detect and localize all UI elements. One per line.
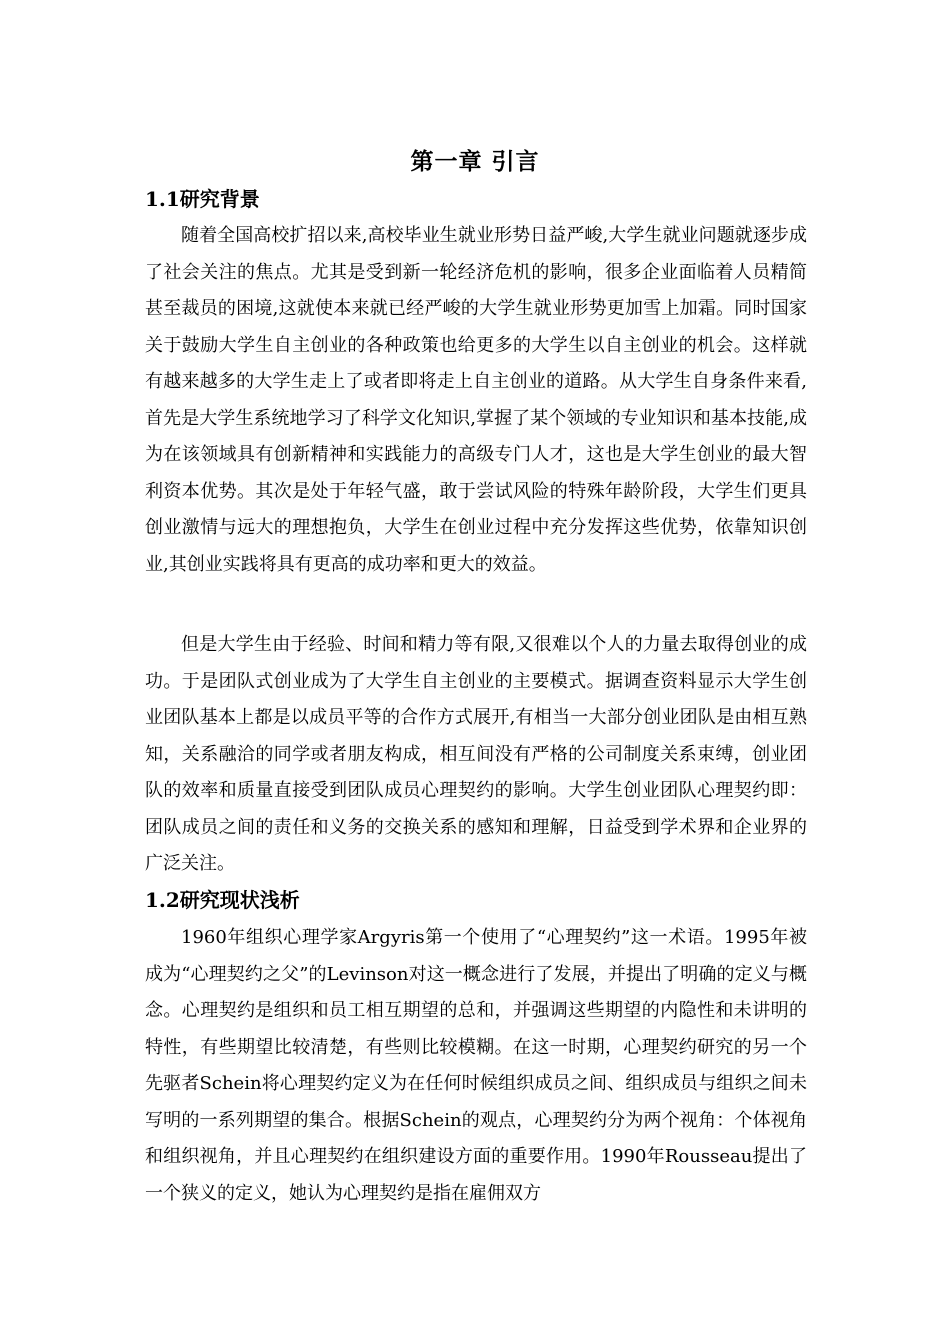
paragraph-background-1: 随着全国高校扩招以来,高校毕业生就业形势日益严峻,大学生就业问题就逐步成了社会关注的焦点。尤其是受到新一轮经济危机的影响，很多企业面临着人员精简甚至裁员的困境,这就使本来就已经严峻的大学生就业形势更加雪上加霜。同时国家关于鼓励大学生自主创业的各种政策也给更多的大学生以自主创业的机会。这样就有越来越多的大学生走上了或者即将走上自主创业的道路。从大学生自身条件来看,首先是大学生系统地学习了科学文化知识,掌握了某个领域的专业知识和基本技能,成为在该领域具有创新精神和实践能力的高级专门人才，这也是大学生创业的最大智利资本优势。其次是处于年轻气盛，敢于尝试风险的特殊年龄阶段，大学生们更具创业激情与远大的理想抱负，大学生在创业过程中充分发挥这些优势，依靠知识创业,其创业实践将具有更高的成功率和更大的效益。: [145, 225, 807, 575]
paragraph-research-status-1: 1960年组织心理学家Argyris第一个使用了“心理契约”这一术语。1995年被成为“心理契约之父”的Levinson对这一概念进行了发展，并提出了明确的定义与概念。心理契约是组织和员工相互期望的总和，并强调这些期望的内隐性和未讲明的特性，有些期望比较清楚，有些则比较模糊。在这一时期，心理契约研究的另一个先驱者Schein将心理契约定义为在任何时候组织成员之间、组织成员与组织之间未写明的一系列期望的集合。根据Schein的观点，心理契约分为两个视角：个体视角和组织视角，并且心理契约在组织建设方面的重要作用。1990年Rousseau提出了一个狭义的定义，她认为心理契约是指在雇佣双方: [145, 927, 807, 1204]
paragraph-background-2: 但是大学生由于经验、时间和精力等有限,又很难以个人的力量去取得创业的成功。于是团队式创业成为了大学生自主创业的主要模式。据调查资料显示大学生创业团队基本上都是以成员平等的合作方式展开,有相当一大部分创业团队是由相互熟知，关系融洽的同学或者朋友构成，相互间没有严格的公司制度关系束缚，创业团队的效率和质量直接受到团队成员心理契约的影响。大学生创业团队心理契约即：团队成员之间的责任和义务的交换关系的感知和理解，日益受到学术界和企业界的广泛关注。: [145, 634, 807, 874]
section-heading-background: 1.1研究背景: [145, 187, 260, 211]
section-heading-research-status: 1.2研究现状浅析: [145, 888, 300, 912]
chapter-title: 第一章 引言: [410, 148, 540, 175]
